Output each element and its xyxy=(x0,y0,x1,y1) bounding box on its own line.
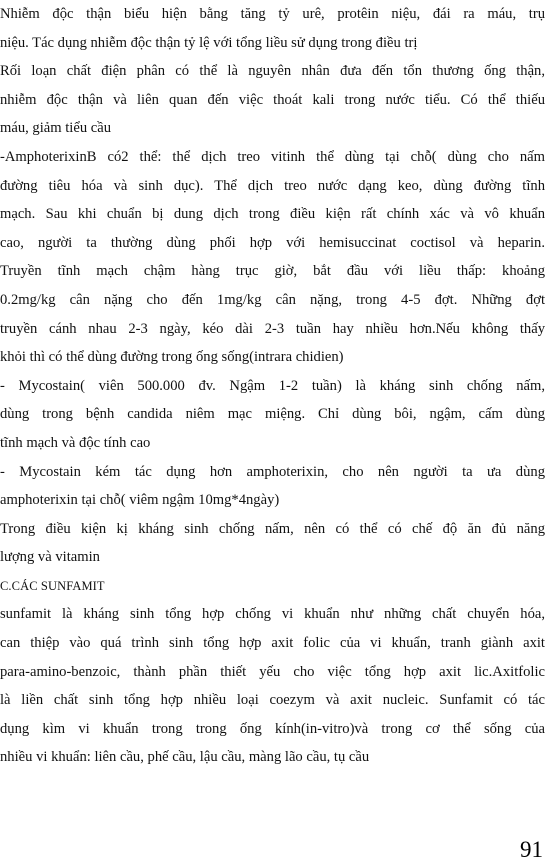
text-line: nhiễm độc thận và liên quan đến việc thoát kali trong nước tiểu. Có thể thiếu xyxy=(0,91,545,108)
text-line: -AmphoterixinB có2 thể: thể dịch treo vitinh thể dùng tại chỗ( dùng cho nấm xyxy=(0,148,545,165)
text-line: cao, người ta thường dùng phối hợp với hemisuccinat coctisol và heparin. xyxy=(0,234,545,251)
page-number: 91 xyxy=(520,837,543,862)
text-line: amphoterixin tại chỗ( viêm ngậm 10mg*4ngày) xyxy=(0,492,280,509)
text-line: sunfamit là kháng sinh tổng hợp chống vi khuẩn như những chất chuyển hóa, xyxy=(0,606,545,623)
text-line: para-amino-benzoic, thành phần thiết yếu cho việc tổng hợp axit lic.Axitfolic xyxy=(0,663,545,680)
text-line: máu, giảm tiểu cầu xyxy=(0,120,112,137)
text-line: lượng và vitamin xyxy=(0,549,100,566)
text-line: nhiều vi khuẩn: liên cầu, phế cầu, lậu cầu, màng lão cầu, tụ cầu xyxy=(0,749,370,766)
text-line: tĩnh mạch và độc tính cao xyxy=(0,434,151,451)
text-line: dụng kìm vi khuẩn trong trong ống kính(in-vitro)và trong cơ thể sống của xyxy=(0,720,545,737)
text-line: mạch. Sau khi chuẩn bị dung dịch trong điều kiện rất chính xác và vô khuẩn xyxy=(0,206,545,223)
text-line: - Mycostain( viên 500.000 đv. Ngậm 1-2 tuần) là kháng sinh chống nấm, xyxy=(0,377,545,394)
text-line: can thiệp vào quá trình sinh tổng hợp axit folic của vi khuẩn, tranh giành axit xyxy=(0,635,545,652)
text-line: 0.2mg/kg cân nặng cho đến 1mg/kg cân nặng, trong 4-5 đợt. Những đợt xyxy=(0,291,545,308)
text-line: - Mycostain kém tác dụng hơn amphoterixin, cho nên người ta ưa dùng xyxy=(0,463,545,480)
text-line: Truyền tĩnh mạch chậm hàng trục giờ, bắt đầu với liều thấp: khoảng xyxy=(0,263,545,280)
text-line: niệu. Tác dụng nhiễm độc thận tỷ lệ với tổng liều sử dụng trong điều trị xyxy=(0,34,418,51)
text-line: là liền chất sinh tổng hợp nhiều loại coezym và axit nucleic. Sunfamit có tác xyxy=(0,692,545,709)
text-line: Rối loạn chất điện phân có thể là nguyên nhân đưa đến tổn thương ống thận, xyxy=(0,63,545,80)
text-line: khỏi thì có thể dùng đường trong ống sống(intrara chidien) xyxy=(0,349,344,366)
text-line: dùng trong bệnh candida niêm mạc miệng. Chỉ dùng bôi, ngậm, cấm dùng xyxy=(0,406,545,423)
text-line: Nhiễm độc thận biểu hiện bằng tăng tỷ urê, protêin niệu, đái ra máu, trụ xyxy=(0,6,545,22)
text-line: truyền cánh nhau 2-3 ngày, kéo dài 2-3 tuần hay nhiều hơn.Nếu không thấy xyxy=(0,320,545,337)
text-line: Trong điều kiện kị kháng sinh chống nấm, nên có thể có chế độ ăn đủ năng xyxy=(0,520,545,537)
text-line: đường tiêu hóa và sinh dục). Thể dịch treo nước dạng keo, dùng đường tĩnh xyxy=(0,177,545,194)
section-heading: C.CÁC SUNFAMIT xyxy=(0,578,105,593)
